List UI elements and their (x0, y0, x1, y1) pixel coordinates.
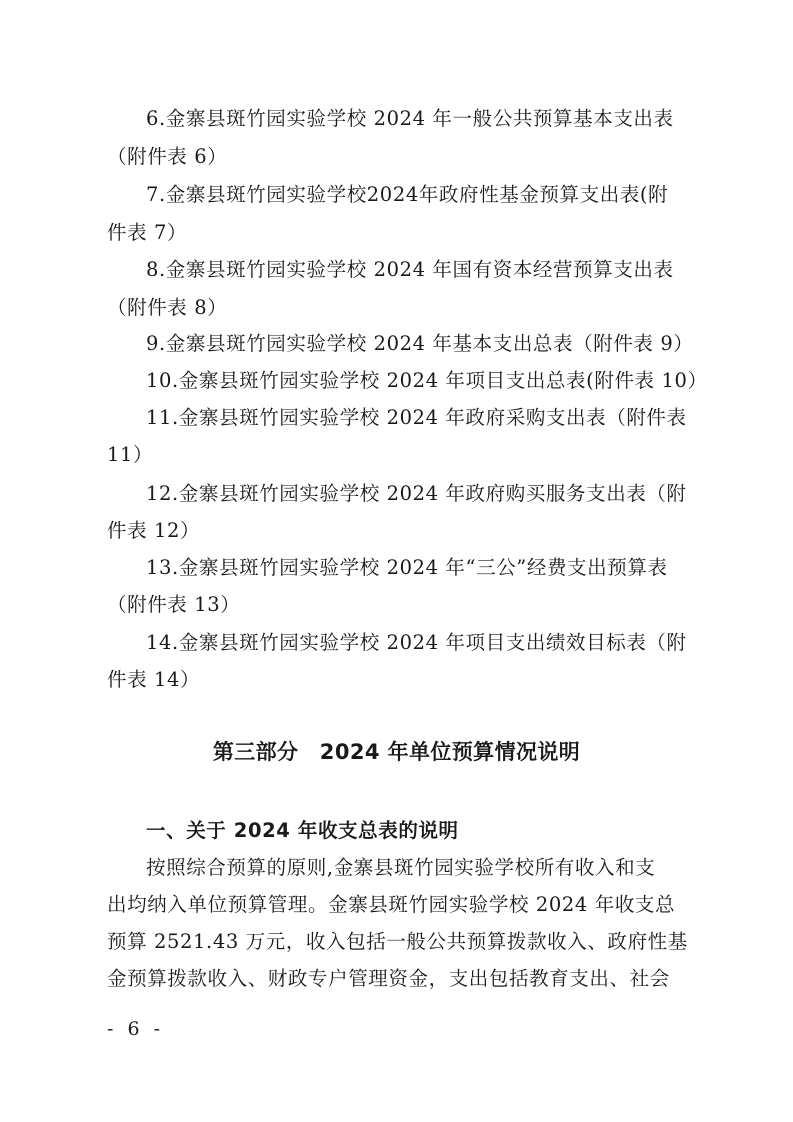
page-number: - 6 - (107, 1018, 165, 1040)
paragraph-line-1: 按照综合预算的原则,金寨县斑竹园实验学校所有收入和支 (146, 856, 656, 879)
list-item-6: 6.金寨县斑竹园实验学校 2024 年一般公共预算基本支出表 (146, 107, 674, 130)
paragraph-line-3: 预算 2521.43 万元，收入包括一般公共预算拨款收入、政府性基 (107, 930, 688, 953)
list-item-14: 14.金寨县斑竹园实验学校 2024 年项目支出绩效目标表（附 (146, 631, 687, 654)
list-item-7-continuation: 件表 7） (107, 221, 188, 244)
list-item-12: 12.金寨县斑竹园实验学校 2024 年政府购买服务支出表（附 (146, 482, 687, 505)
paragraph-line-4: 金预算拨款收入、财政专户管理资金，支出包括教育支出、社会 (107, 967, 670, 990)
subheading: 一、关于 2024 年收支总表的说明 (146, 819, 459, 842)
list-item-14-continuation: 件表 14） (107, 668, 201, 691)
list-item-7: 7.金寨县斑竹园实验学校2024年政府性基金预算支出表(附 (146, 183, 669, 206)
list-item-8: 8.金寨县斑竹园实验学校 2024 年国有资本经营预算支出表 (146, 258, 674, 281)
list-item-9: 9.金寨县斑竹园实验学校 2024 年基本支出总表（附件表 9） (146, 332, 694, 355)
list-item-11-continuation: 11） (107, 443, 154, 466)
list-item-13: 13.金寨县斑竹园实验学校 2024 年“三公”经费支出预算表 (146, 556, 668, 579)
list-item-12-continuation: 件表 12） (107, 519, 201, 542)
list-item-8-continuation: （附件表 8） (107, 296, 228, 319)
list-item-10: 10.金寨县斑竹园实验学校 2024 年项目支出总表(附件表 10） (146, 369, 708, 392)
paragraph-line-2: 出均纳入单位预算管理。金寨县斑竹园实验学校 2024 年收支总 (107, 893, 676, 916)
list-item-6-continuation: （附件表 6） (107, 145, 228, 168)
list-item-13-continuation: （附件表 13） (107, 593, 241, 616)
list-item-11: 11.金寨县斑竹园实验学校 2024 年政府采购支出表（附件表 (146, 406, 687, 429)
section-heading: 第三部分 2024 年单位预算情况说明 (212, 740, 581, 764)
